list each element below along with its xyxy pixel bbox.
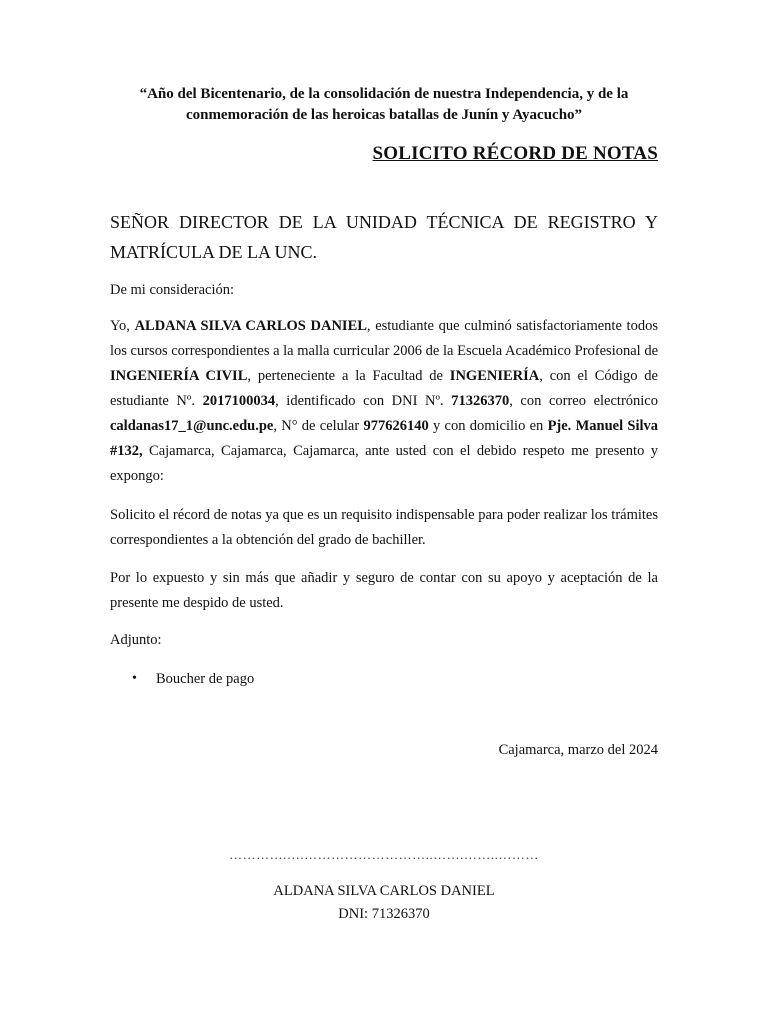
attachment-label: Boucher de pago <box>156 671 255 687</box>
student-code: 2017100034 <box>202 393 276 409</box>
text-run: Cajamarca, Cajamarca, Cajamarca, ante usted con el debido respeto me presento y expongo: <box>110 443 658 484</box>
text-run: , identificado con DNI Nº. <box>275 393 452 409</box>
student-name: ALDANA SILVA CARLOS DANIEL <box>134 318 367 334</box>
dni-number: 71326370 <box>451 393 510 409</box>
attachments-list <box>110 667 254 691</box>
year-motto <box>80 84 688 126</box>
addressee: SEÑOR DIRECTOR DE LA UNIDAD TÉCNICA DE REGISTRO Y MATRÍCULA DE LA UNC. <box>110 212 658 262</box>
closing-paragraph: Por lo expuesto y sin más que añadir y seguro de contar con su apoyo y aceptación de la presente me despido de usted. <box>110 570 658 611</box>
signature-line: ………….….………………………..…….……..……… <box>229 847 539 862</box>
text-run: , perteneciente a la Facultad de <box>247 368 450 384</box>
text-run: Yo, <box>110 318 135 334</box>
place-and-date: Cajamarca, marzo del 2024 <box>498 742 658 758</box>
request-paragraph: Solicito el récord de notas ya que es un requisito indispensable para poder realizar los trámites correspondientes a la obtención del grado de bachiller. <box>110 507 658 548</box>
text-run: , N° de celular <box>273 418 364 434</box>
phone-number: 977626140 <box>363 418 429 434</box>
attachments-label: Adjunto: <box>110 632 162 648</box>
text-run: , estudiante que culminó satisfactoriamente todos los cursos correspondientes a la malla curricular 2006 de la Escuela Académico Profesional de <box>110 318 658 359</box>
faculty-name: INGENIERÍA <box>449 368 540 384</box>
main-paragraph <box>110 314 658 489</box>
school-name: INGENIERÍA CIVIL <box>110 368 248 384</box>
document-subject: SOLICITO RÉCORD DE NOTAS <box>372 143 658 164</box>
text-run: , con correo electrónico <box>509 393 658 409</box>
home-address: Pje. Manuel Silva #132, <box>110 418 659 459</box>
text-run: y con domicilio en <box>428 418 548 434</box>
bullet-icon: • <box>132 671 137 686</box>
year-motto-line-1: “Año del Bicentenario, de la consolidación de nuestra Independencia, y de la <box>139 86 629 102</box>
text-run: , con el Código de estudiante Nº. <box>110 368 658 409</box>
list-item <box>110 667 254 691</box>
greeting: De mi consideración: <box>110 282 235 298</box>
signer-name: ALDANA SILVA CARLOS DANIEL <box>273 883 495 899</box>
year-motto-line-2: conmemoración de las heroicas batallas de Junín y Ayacucho” <box>185 107 583 123</box>
email-address: caldanas17_1@unc.edu.pe <box>110 418 274 434</box>
signer-dni: DNI: 71326370 <box>338 906 430 922</box>
